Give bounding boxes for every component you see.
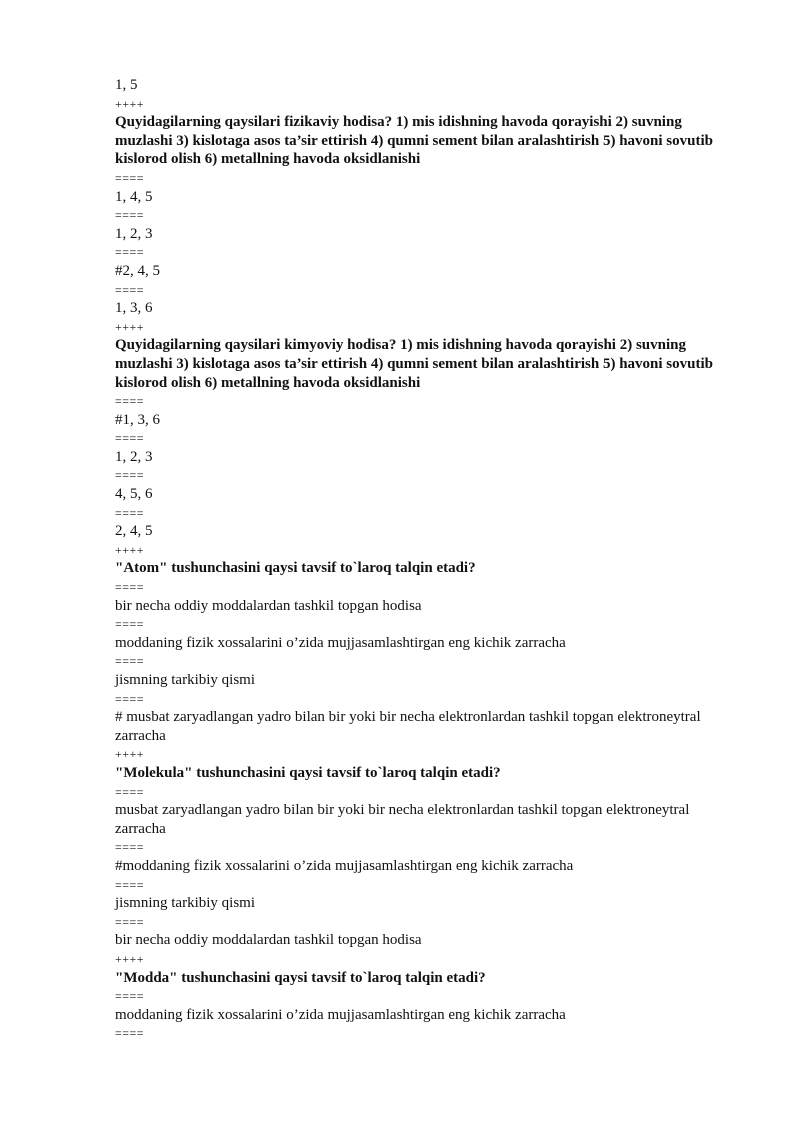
answer-option: # musbat zaryadlangan yadro bilan bir yoki bir necha elektronlardan tashkil topgan elektroneytral zarracha	[115, 709, 705, 744]
question-separator: ++++	[115, 951, 145, 966]
question-text: Quyidagilarning qaysilari fizikaviy hodisa? 1) mis idishning havoda qorayishi 2) suvning muzlashi 3) kislotaga asos ta’sir ettirish 4) qumni sement bilan aralashtirish 5) havoni sovutib kislorod olish 6) metallning havoda oksidlanishi	[115, 114, 717, 168]
answer-separator: ====	[115, 245, 145, 260]
answer-option: 1, 4, 5	[115, 188, 153, 205]
answer-option: moddaning fizik xossalarini o’zida mujjasamlashtirgan eng kichik zarracha	[115, 1006, 566, 1023]
answer-option: 1, 3, 6	[115, 300, 153, 317]
answer-separator: ====	[115, 989, 145, 1004]
answer-separator: ====	[115, 617, 145, 632]
answer-option: #2, 4, 5	[115, 262, 160, 279]
answer-option: musbat zaryadlangan yadro bilan bir yoki bir necha elektronlardan tashkil topgan elektroneytral zarracha	[115, 802, 694, 837]
answer-separator: ====	[115, 170, 145, 185]
answer-separator: ====	[115, 468, 145, 483]
question-separator: ++++	[115, 319, 145, 334]
question-text: "Molekula" tushunchasini qaysi tavsif to`laroq talqin etadi?	[115, 764, 501, 781]
answer-option: 1, 2, 3	[115, 448, 153, 465]
answer-option: 1, 5	[115, 77, 138, 93]
question-separator: ++++	[115, 96, 145, 111]
answer-separator: ====	[115, 840, 145, 855]
answer-separator: ====	[115, 691, 145, 706]
answer-separator: ====	[115, 431, 145, 446]
answer-separator: ====	[115, 505, 145, 520]
answer-separator: ====	[115, 208, 145, 223]
answer-separator: ====	[115, 282, 145, 297]
answer-separator: ====	[115, 877, 145, 892]
answer-option: #moddaning fizik xossalarini o’zida mujjasamlashtirgan eng kichik zarracha	[115, 857, 574, 874]
question-text: Quyidagilarning qaysilari kimyoviy hodisa? 1) mis idishning havoda qorayishi 2) suvning muzlashi 3) kislotaga asos ta’sir ettirish 4) qumni sement bilan aralashtirish 5) havoni sovutib kislorod olish 6) metallning havoda oksidlanishi	[115, 337, 717, 391]
answer-option: bir necha oddiy moddalardan tashkil topgan hodisa	[115, 932, 422, 949]
answer-separator: ====	[115, 580, 145, 595]
answer-separator: ====	[115, 914, 145, 929]
question-separator: ++++	[115, 542, 145, 557]
answer-option: jismning tarkibiy qismi	[115, 672, 256, 688]
answer-option: jismning tarkibiy qismi	[115, 895, 256, 912]
question-text: "Modda" tushunchasini qaysi tavsif to`laroq talqin etadi?	[115, 969, 486, 986]
document-body	[115, 76, 740, 1043]
answer-separator: ====	[115, 394, 145, 409]
answer-separator: ====	[115, 784, 145, 799]
answer-option: #1, 3, 6	[115, 411, 160, 428]
answer-option: 2, 4, 5	[115, 523, 153, 540]
answer-option: moddaning fizik xossalarini o’zida mujjasamlashtirgan eng kichik zarracha	[115, 634, 566, 651]
answer-separator: ====	[115, 1026, 145, 1041]
answer-option: 4, 5, 6	[115, 486, 153, 503]
answer-option: bir necha oddiy moddalardan tashkil topgan hodisa	[115, 597, 422, 614]
document-page	[115, 76, 740, 1043]
answer-separator: ====	[115, 654, 145, 669]
question-separator: ++++	[115, 747, 145, 762]
answer-option: 1, 2, 3	[115, 225, 153, 242]
question-text: "Atom" tushunchasini qaysi tavsif to`laroq talqin etadi?	[115, 560, 476, 577]
